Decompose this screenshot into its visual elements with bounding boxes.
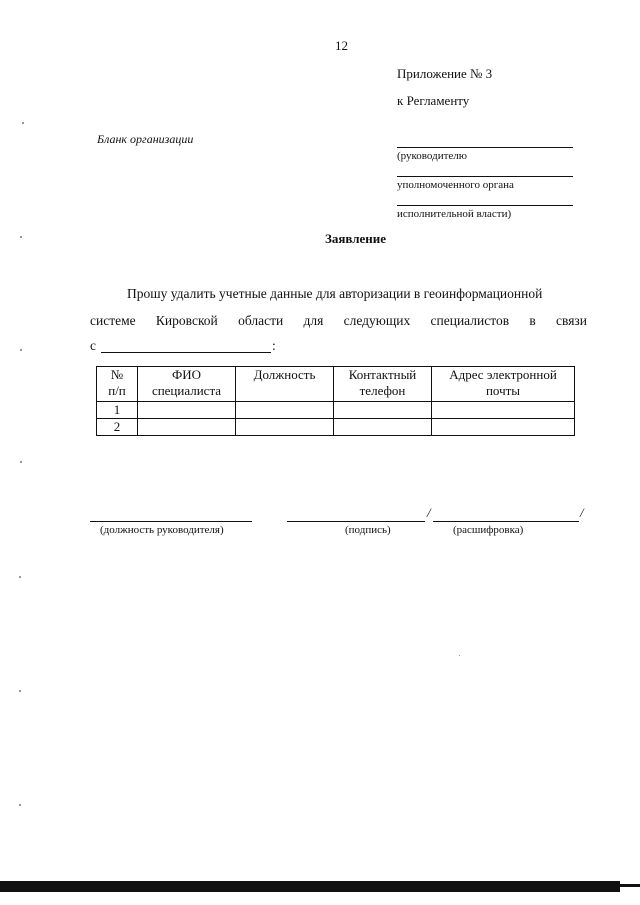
reason-prefix: с bbox=[90, 338, 96, 353]
table-cell bbox=[432, 419, 575, 436]
scan-speck bbox=[20, 461, 22, 463]
request-word: для bbox=[303, 313, 324, 328]
annex-reference: к Регламенту bbox=[397, 93, 470, 108]
table-cell bbox=[334, 402, 432, 419]
request-word: Кировской bbox=[155, 313, 218, 328]
header-number: № п/п bbox=[97, 367, 138, 402]
addressee-caption-3: исполнительной власти) bbox=[397, 208, 512, 220]
signature-caption: (подпись) bbox=[345, 524, 391, 536]
scan-speck bbox=[19, 804, 21, 806]
request-word: в bbox=[529, 313, 536, 328]
scan-speck bbox=[19, 576, 21, 578]
decoding-caption: (расшифровка) bbox=[453, 524, 524, 536]
table-cell bbox=[432, 402, 575, 419]
scan-bottom-edge bbox=[0, 881, 620, 892]
table-cell bbox=[138, 402, 236, 419]
document-title: Заявление bbox=[325, 231, 387, 246]
scan-speck bbox=[22, 122, 24, 124]
table-header-row bbox=[97, 367, 575, 402]
organization-letterhead-label: Бланк организации bbox=[97, 132, 194, 146]
table-cell: 1 bbox=[97, 402, 138, 419]
table-cell bbox=[138, 419, 236, 436]
signature-slash-left: / bbox=[427, 505, 431, 520]
request-word: следующих bbox=[343, 313, 411, 328]
signature-line bbox=[287, 521, 425, 522]
header-email: Адрес электронной почты bbox=[432, 367, 575, 402]
request-word: области bbox=[238, 313, 284, 328]
addressee-blank-line-2 bbox=[397, 176, 573, 177]
reason-blank-line bbox=[101, 352, 271, 353]
addressee-blank-line-3 bbox=[397, 205, 573, 206]
decoding-signature-line bbox=[433, 521, 579, 522]
request-word: специалистов bbox=[430, 313, 510, 328]
scan-speck bbox=[20, 236, 22, 238]
scan-speck bbox=[19, 690, 21, 692]
page-number: 12 bbox=[335, 38, 348, 53]
specialists-table bbox=[96, 366, 575, 436]
position-caption: (должность руководителя) bbox=[100, 524, 224, 536]
table-row bbox=[97, 419, 575, 436]
addressee-blank-line-1 bbox=[397, 147, 573, 148]
header-position: Должность bbox=[236, 367, 334, 402]
position-signature-line bbox=[90, 521, 252, 522]
addressee-caption-1: (руководителю bbox=[397, 150, 467, 162]
table-cell bbox=[236, 402, 334, 419]
table-row bbox=[97, 402, 575, 419]
scan-bottom-edge-tail bbox=[600, 884, 640, 887]
request-word: связи bbox=[556, 313, 587, 328]
table-cell bbox=[236, 419, 334, 436]
signature-slash-right: / bbox=[580, 505, 584, 520]
scan-speck bbox=[20, 349, 22, 351]
annex-title: Приложение № 3 bbox=[397, 66, 493, 81]
addressee-caption-2: уполномоченного органа bbox=[397, 179, 514, 191]
request-text-line-2 bbox=[90, 313, 587, 329]
header-phone: Контактный телефон bbox=[334, 367, 432, 402]
table-cell bbox=[334, 419, 432, 436]
scan-speck bbox=[459, 655, 460, 656]
reason-colon: : bbox=[272, 338, 276, 353]
header-full-name: ФИО специалиста bbox=[138, 367, 236, 402]
request-text-line-1: Прошу удалить учетные данные для авторизации в геоинформационной bbox=[127, 286, 543, 301]
request-word: системе bbox=[90, 313, 136, 328]
table-cell: 2 bbox=[97, 419, 138, 436]
